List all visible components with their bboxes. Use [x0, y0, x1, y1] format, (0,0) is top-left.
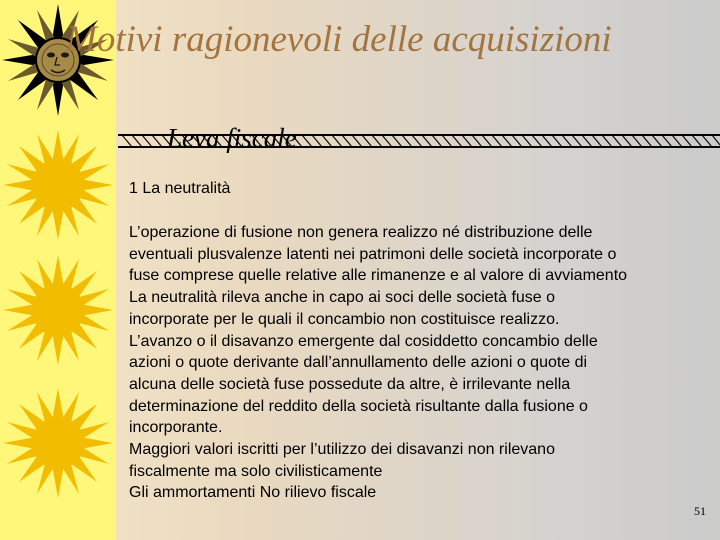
section-heading: 1 La neutralità — [129, 180, 231, 197]
sun-icon — [3, 388, 113, 498]
sun-decorations — [0, 0, 116, 540]
body-line: fuse comprese quelle relative alle rimanenze e al valore di avviamento — [129, 267, 628, 285]
body-line: La neutralità rileva anche in capo ai soci delle società fuse o — [129, 289, 556, 307]
body-line: eventuali plusvalenze latenti nei patrimoni delle società incorporate o — [129, 245, 617, 263]
body-line: Maggiori valori iscritti per l’utilizzo dei disavanzi non rilevano — [129, 441, 555, 459]
body-line: fiscalmente ma solo civilisticamente — [129, 462, 383, 480]
body-line: incorporate per le quali il concambio non costituisce realizzo. — [129, 310, 560, 328]
body-line: azioni o quote derivante dall’annullamento delle azioni o quote di — [129, 354, 588, 372]
body-line: Gli ammortamenti No rilievo fiscale — [129, 484, 377, 502]
body-text — [129, 222, 627, 504]
sun-icon — [3, 255, 113, 365]
page-number: 51 — [694, 504, 706, 518]
body-line: determinazione del reddito della società risultante dalla fusione o — [129, 397, 588, 415]
body-line: alcuna delle società fuse possedute da altre, è irrilevante nella — [129, 375, 571, 393]
body-line: incorporante. — [129, 419, 223, 437]
body-line: L’avanzo o il disavanzo emergente dal cosiddetto concambio delle — [129, 332, 598, 350]
slide-subtitle: Leva fiscale — [167, 123, 297, 153]
body-line: L’operazione di fusione non genera realizzo né distribuzione delle — [129, 224, 593, 241]
slide-title: Motivi ragionevoli delle acquisizioni — [66, 19, 612, 60]
sun-icon — [3, 130, 113, 240]
